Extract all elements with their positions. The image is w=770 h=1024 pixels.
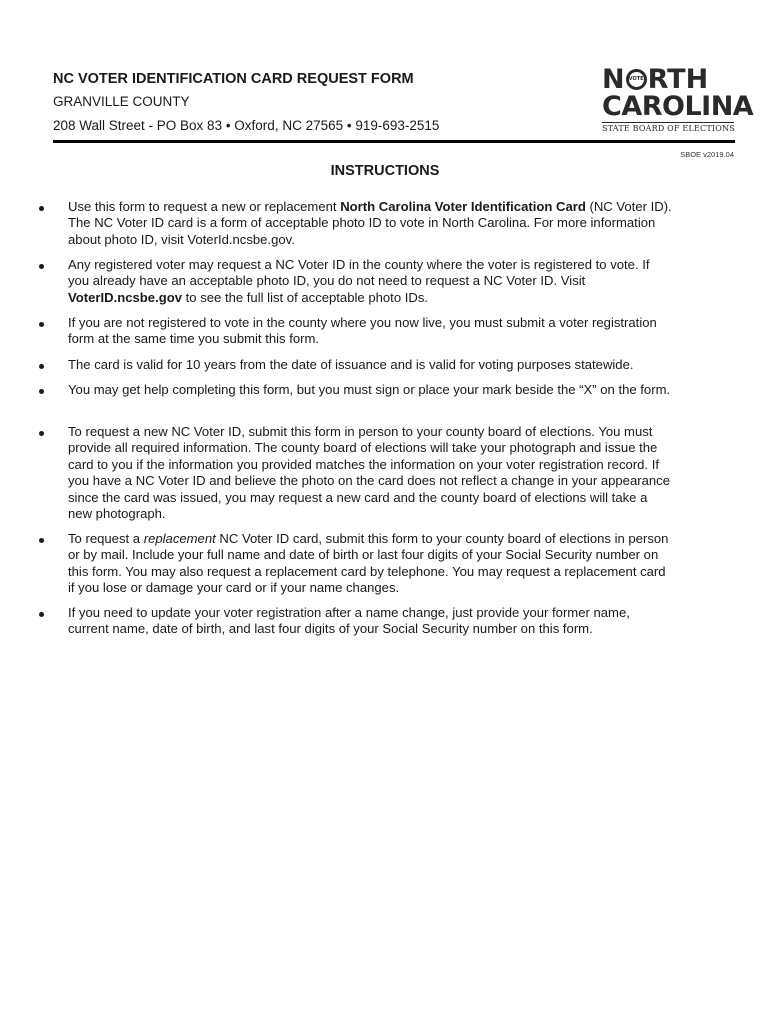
list-item-text: To request a new NC Voter ID, submit this form in person to your county board of elections. You must provide all required information. The county board of elections will take your photograph and issue the card to you if the information you provided matches the information on your voter registration record. If you have a NC Voter ID and believe the photo on the card does not reflect a change in your appearance since the card was issued, you may request a new card and the county board of elections will take a new photograph. <box>68 424 670 522</box>
emphasis-replacement: replacement <box>143 531 216 546</box>
list-item-text <box>68 531 674 597</box>
bullet-icon <box>39 206 44 211</box>
list-item-text: You may get help completing this form, but you must sign or place your mark beside the “X” on the form. <box>68 382 671 397</box>
logo-divider <box>602 122 734 123</box>
logo-line-carolina: CAROLINA <box>602 91 754 122</box>
bullet-icon <box>39 389 44 394</box>
vote-badge-icon <box>626 69 647 90</box>
emphasis-card-name: North Carolina Voter Identification Card <box>340 199 586 214</box>
county-name: GRANVILLE COUNTY <box>53 94 190 109</box>
text-run: to see the full list of acceptable photo IDs. <box>182 289 429 305</box>
bullet-icon <box>39 364 44 369</box>
header-divider <box>53 140 735 143</box>
text-run: NC Voter ID card, submit this form to your county board of elections in person or by mail. Include your full name and date of birth or last four digits of your Social Security number on this form. You may also request a replacement card by telephone. You may request a replacement card if you lose or damage your card or if your name changes. <box>68 531 669 596</box>
form-header <box>53 64 754 144</box>
emphasis-website: VoterID.ncsbe.gov <box>68 289 182 305</box>
form-title: NC VOTER IDENTIFICATION CARD REQUEST FORM <box>53 71 414 87</box>
text-run: To request a <box>68 531 144 546</box>
logo-line-north <box>602 66 734 93</box>
instructions-heading: INSTRUCTIONS <box>330 163 440 179</box>
list-item-text <box>68 199 674 248</box>
county-address: 208 Wall Street - PO Box 83 • Oxford, NC 27565 • 919-693-2515 <box>53 118 440 133</box>
bullet-icon <box>39 612 44 617</box>
logo-letters-rth: RTH <box>647 64 709 95</box>
bullet-icon <box>39 538 44 543</box>
logo-subtitle: STATE BOARD OF ELECTIONS <box>602 124 735 133</box>
text-run: Any registered voter may request a NC Voter ID in the county where the voter is registered to vote. If you already have an acceptable photo ID, you do not need to request a NC Voter ID. Visit <box>68 257 650 289</box>
bullet-icon <box>39 264 44 269</box>
logo-letter-n: N <box>602 64 625 95</box>
vote-badge-text: VOTE <box>628 76 644 82</box>
list-item-text: The card is valid for 10 years from the date of issuance and is valid for voting purposes statewide. <box>68 357 634 372</box>
bullet-icon <box>39 322 44 327</box>
form-version: SBOE v2019.04 <box>680 150 734 159</box>
list-item-text: If you need to update your voter registration after a name change, just provide your former name, current name, date of birth, and last four digits of your Social Security number on this form. <box>68 605 630 637</box>
text-run: Use this form to request a new or replacement <box>68 199 341 214</box>
list-item-text: If you are not registered to vote in the county where you now live, you must submit a voter registration form at the same time you submit this form. <box>68 315 657 347</box>
text-run: (NC Voter ID). The NC Voter ID card is a form of acceptable photo ID to vote in North Carolina. For more information about photo ID, visit VoterId.ncsbe.gov. <box>68 199 672 247</box>
nc-state-board-logo <box>602 64 754 134</box>
list-item-text <box>68 257 674 306</box>
bullet-icon <box>39 431 44 436</box>
